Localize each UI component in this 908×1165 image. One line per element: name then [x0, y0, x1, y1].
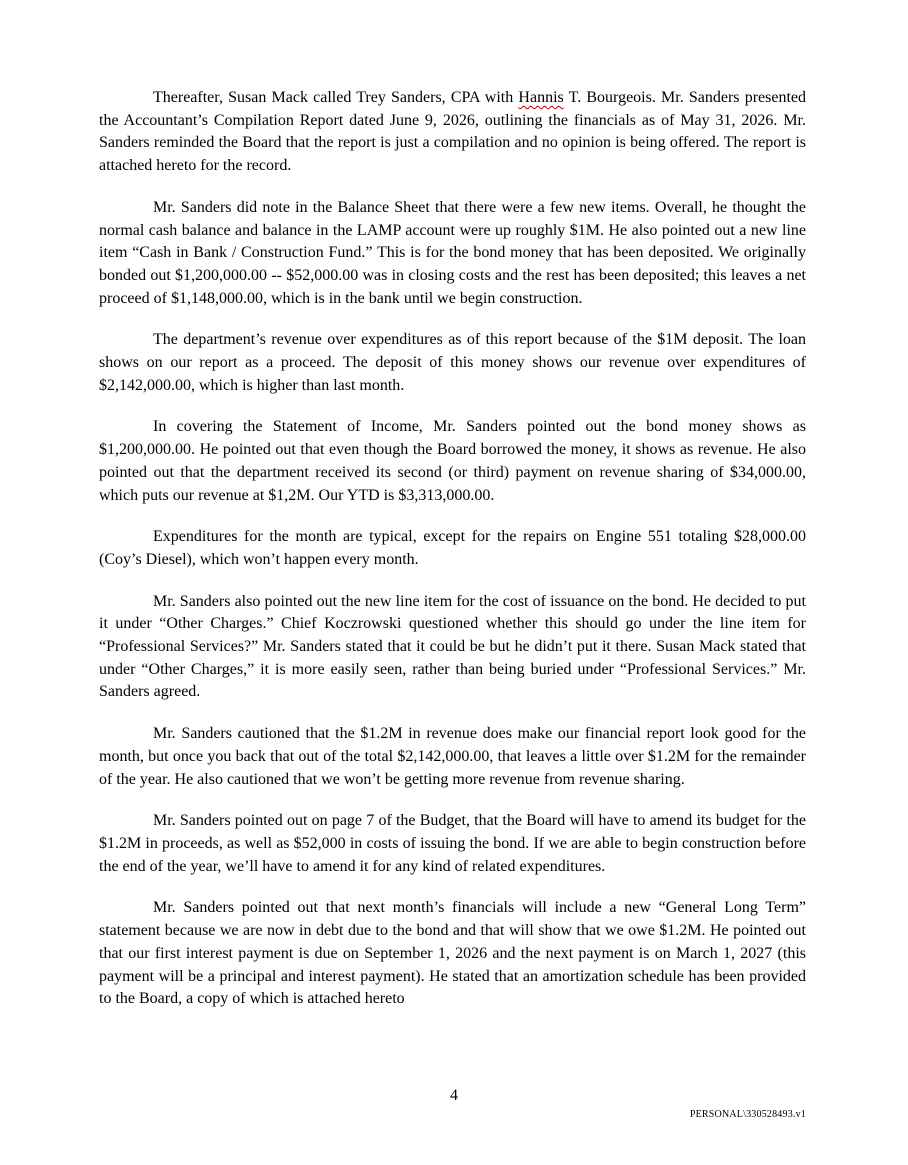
misspelled-word[interactable]: Hannis	[518, 89, 564, 106]
document-body	[99, 87, 806, 1011]
paragraph-text-end: T. Bourgeois. Mr. Sanders presented the Accountant’s Compilation Report dated June 9, 2026, outlining the financials as of May 31, 2026. Mr. Sanders reminded the Board that the report is just a compilation and no opinion is being offered. The report is attached hereto for the record.	[99, 89, 806, 175]
document-id: PERSONAL\330528493.v1	[689, 1109, 806, 1120]
paragraph-budget-amendment: Mr. Sanders pointed out on page 7 of the Budget, that the Board will have to amend its budget for the $1.2M in proceeds, as well as $52,000 in costs of issuing the bond. If we are able to begin construction before the end of the year, we’ll have to amend it for any kind of related expenditures.	[99, 812, 806, 875]
paragraph-general-long-term: Mr. Sanders pointed out that next month’s financials will include a new “General Long Term” statement because we are now in debt due to the bond and that will show that we owe $1.2M. He pointed out that our first interest payment is due on September 1, 2026 and the next payment is on March 1, 2027 (this payment will be a principal and interest payment). He stated that an amortization schedule has been provided to the Board, a copy of which is attached hereto	[99, 899, 806, 1008]
paragraph-compilation-report	[99, 87, 806, 178]
paragraph-expenditures: Expenditures for the month are typical, except for the repairs on Engine 551 totaling $28,000.00 (Coy’s Diesel), which won’t happen every month.	[99, 528, 806, 568]
paragraph-text-start: Thereafter, Susan Mack called Trey Sanders, CPA with	[153, 89, 519, 106]
paragraph-revenue-caution: Mr. Sanders cautioned that the $1.2M in revenue does make our financial report look good for the month, but once you back that out of the total $2,142,000.00, that leaves a little over $1.2M for the remainder of the year. He also cautioned that we won’t be getting more revenue from revenue sharing.	[99, 725, 806, 788]
paragraph-balance-sheet: Mr. Sanders did note in the Balance Sheet that there were a few new items. Overall, he thought the normal cash balance and balance in the LAMP account were up roughly $1M. He also pointed out a new line item “Cash in Bank / Construction Fund.” This is for the bond money that has been deposited. We originally bonded out $1,200,000.00 -- $52,000.00 was in closing costs and the rest has been deposited; this leaves a net proceed of $1,148,000.00, which is in the bank until we begin construction.	[99, 198, 806, 307]
paragraph-revenue-over-expenditures: The department’s revenue over expenditures as of this report because of the $1M deposit. The loan shows on our report as a proceed. The deposit of this money shows our revenue over expenditures of $2,142,000.00, which is higher than last month.	[99, 331, 806, 394]
page-number: 4	[450, 1087, 458, 1104]
paragraph-statement-of-income: In covering the Statement of Income, Mr. Sanders pointed out the bond money shows as $1,200,000.00. He pointed out that even though the Board borrowed the money, it shows as revenue. He also pointed out that the department received its second (or third) payment on revenue sharing of $34,000.00, which puts our revenue at $1,2M. Our YTD is $3,313,000.00.	[99, 418, 806, 504]
paragraph-cost-of-issuance: Mr. Sanders also pointed out the new line item for the cost of issuance on the bond. He decided to put it under “Other Charges.” Chief Koczrowski questioned whether this should go under the line item for “Professional Services?” Mr. Sanders stated that it could be but he didn’t put it there. Susan Mack stated that under “Other Charges,” it is more easily seen, rather than being buried under “Professional Services.” Mr. Sanders agreed.	[99, 592, 806, 701]
